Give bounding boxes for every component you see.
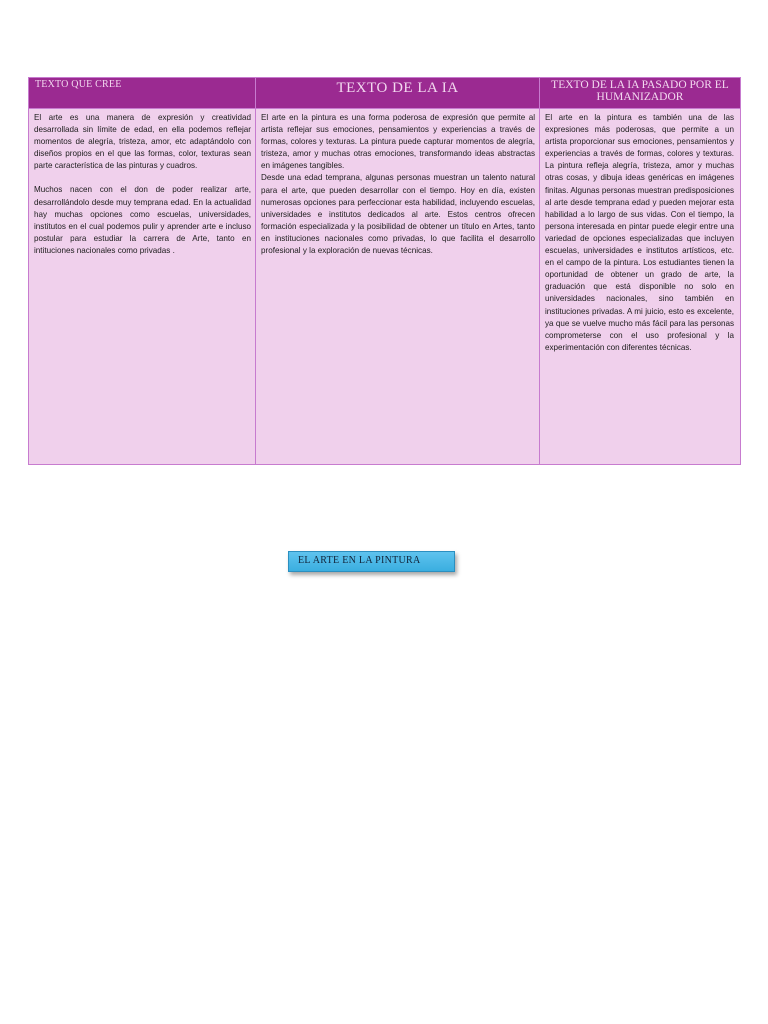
- paragraph: El arte en la pintura es también una de las expresiones más poderosas, que permite a un artista proporcionar sus emociones, pensamientos y experiencias a través de formas, colores y texturas. La pintura refleja alegría, tristeza, amor y muchas otras cosas, y dibuja ideas genéricas en imágenes finitas. Algunas personas muestran predisposiciones al arte desde temprana edad y pueden mejorar esta habilidad a lo largo de sus vidas. Con el tiempo, la persona interesada en pintar puede elegir entre una variedad de opciones especializadas que incluyen escuelas, universidades e institutos artísticos, etc. en el campo de la pintura. Los estudiantes tienen la oportunidad de obtener un grado de arte, la graduación que está disponible no solo en universidades nacionales, sino también en instituciones privadas. A mi juicio, esto es excelente, ya que se vuelve mucho más fácil para las personas comprometerse con el uso profesional y la experimentación con diferentes técnicas.: [545, 113, 734, 352]
- paragraph: Desde una edad temprana, algunas personas muestran un talento natural para el arte, que pueden desarrollar con el tiempo. Hoy en día, existen numerosas opciones para perfeccionar esta habilidad, incluyendo escuelas, universidades e institutos dedicados al arte. Estos centros ofrecen formación especializada y la posibilidad de obtener un título en Artes, tanto en instituciones nacionales como privadas, lo que facilita el desarrollo profesional y la exploración de nuevas técnicas.: [261, 173, 535, 256]
- paragraph: El arte es una manera de expresión y creatividad desarrollada sin límite de edad, en ella podemos reflejar momentos de alegría, tristeza, amor, etc adaptándolo con diseños propios en el que las formas, color, texturas sean parte característica de las pinturas y cuadros.: [34, 113, 251, 171]
- paragraph: Muchos nacen con el don de poder realizar arte, desarrollándolo desde muy temprana edad. En la actualidad hay muchas opciones como escuelas, universidades, institutos en el cual podemos pulir y aprender arte e incluso postular para estudiar la carrera de Arte, tanto en intituciones nacionales como privadas .: [34, 185, 251, 255]
- paragraph: El arte en la pintura es una forma poderosa de expresión que permite al artista reflejar sus emociones, pensamientos y experiencias a través de formas, colores y texturas. La pintura puede capturar momentos de alegría, tristeza, amor y muchas otras emociones, transformando ideas abstractas en imágenes tangibles.: [261, 113, 535, 171]
- header-texto-humanizado: TEXTO DE LA IA PASADO POR EL HUMANIZADOR: [540, 78, 740, 108]
- comparison-table: [28, 77, 741, 465]
- title-box: EL ARTE EN LA PINTURA: [288, 551, 455, 572]
- header-texto-de-la-ia: TEXTO DE LA IA: [256, 78, 540, 108]
- cell-texto-humanizado: [540, 108, 740, 464]
- header-texto-que-cree: TEXTO QUE CREE: [29, 78, 256, 108]
- cell-texto-que-cree: [29, 108, 256, 464]
- cell-texto-de-la-ia: [256, 108, 540, 464]
